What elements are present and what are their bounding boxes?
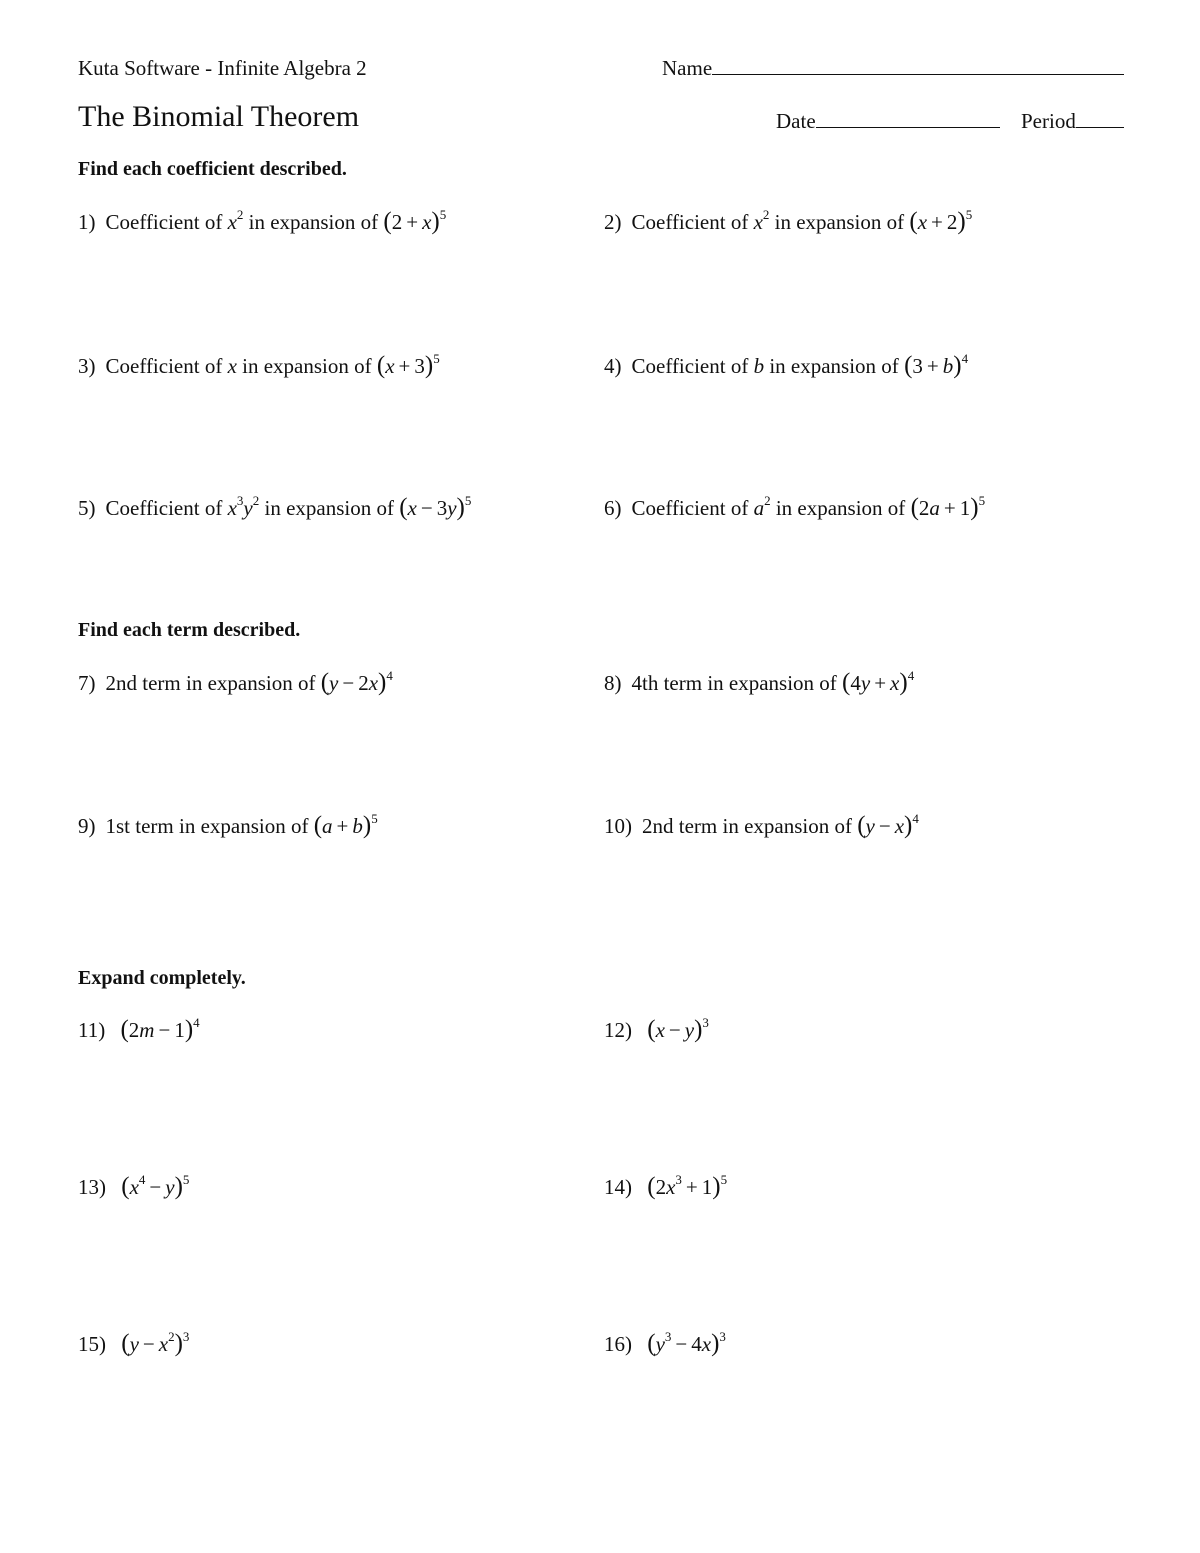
problem-11: 11) $(2m - 1)^4$ — [78, 1015, 200, 1043]
problem-7: 7) 2nd term in expansion of $(y - 2x)^4$ — [78, 668, 393, 696]
problem-number: 8) — [604, 671, 622, 695]
problem-12: 12) $(x - y)^3$ — [604, 1015, 709, 1043]
problem-8: 8) 4th term in expansion of $(4y + x)^4$ — [604, 668, 915, 696]
problem-5: 5) Coefficient of $x^3y^2$ in expansion of $(x - 3y)^5$ — [78, 493, 472, 521]
problem-3: 3) Coefficient of x in expansion of $(x + 3)^5$ — [78, 351, 440, 379]
period-blank[interactable] — [1076, 109, 1124, 128]
problem-number: 2) — [604, 210, 622, 234]
page-title: The Binomial Theorem — [78, 100, 360, 133]
problem-number: 12) — [604, 1018, 632, 1042]
problem-9: 9) 1st term in expansion of $(a + b)^5$ — [78, 811, 378, 839]
problem-1: 1) Coefficient of $x^2$ in expansion of $(2 + x)^5$ — [78, 207, 447, 235]
problem-number: 1) — [78, 210, 96, 234]
problem-number: 14) — [604, 1175, 632, 1199]
name-label: Name — [662, 56, 713, 80]
problem-number: 10) — [604, 814, 632, 838]
problem-6: 6) Coefficient of $a^2$ in expansion of $(2a + 1)^5$ — [604, 493, 986, 521]
period-label: Period — [1021, 109, 1076, 133]
problem-number: 4) — [604, 354, 622, 378]
problem-14: 14) $(2x^3 + 1)^5$ — [604, 1172, 728, 1200]
problem-number: 6) — [604, 496, 622, 520]
problem-number: 13) — [78, 1175, 106, 1199]
worksheet-source: Kuta Software - Infinite Algebra 2 — [78, 56, 367, 80]
problem-number: 15) — [78, 1332, 106, 1356]
problem-number: 11) — [78, 1018, 106, 1042]
period-field[interactable] — [1021, 109, 1124, 134]
problem-2: 2) Coefficient of $x^2$ in expansion of $(x + 2)^5$ — [604, 207, 973, 235]
problem-number: 7) — [78, 671, 96, 695]
section-heading-expand: Expand completely. — [78, 967, 246, 989]
problem-16: 16) $(y^3 - 4x)^3$ — [604, 1329, 726, 1357]
date-field[interactable] — [776, 109, 1000, 134]
problem-15: 15) $(y - x^2)^3$ — [78, 1329, 190, 1357]
problem-number: 5) — [78, 496, 96, 520]
problem-number: 16) — [604, 1332, 632, 1356]
problem-number: 9) — [78, 814, 96, 838]
problem-number: 3) — [78, 354, 96, 378]
problem-13: 13) $(x^4 - y)^5$ — [78, 1172, 190, 1200]
date-label: Date — [776, 109, 816, 133]
date-blank[interactable] — [816, 109, 1000, 128]
problem-10: 10) 2nd term in expansion of $(y - x)^4$ — [604, 811, 919, 839]
section-heading-coefficients: Find each coefficient described. — [78, 158, 347, 180]
section-heading-terms: Find each term described. — [78, 619, 301, 641]
name-blank[interactable] — [712, 56, 1124, 75]
problem-4: 4) Coefficient of b in expansion of $(3 + b)^4$ — [604, 351, 969, 379]
name-field[interactable] — [662, 56, 1124, 81]
